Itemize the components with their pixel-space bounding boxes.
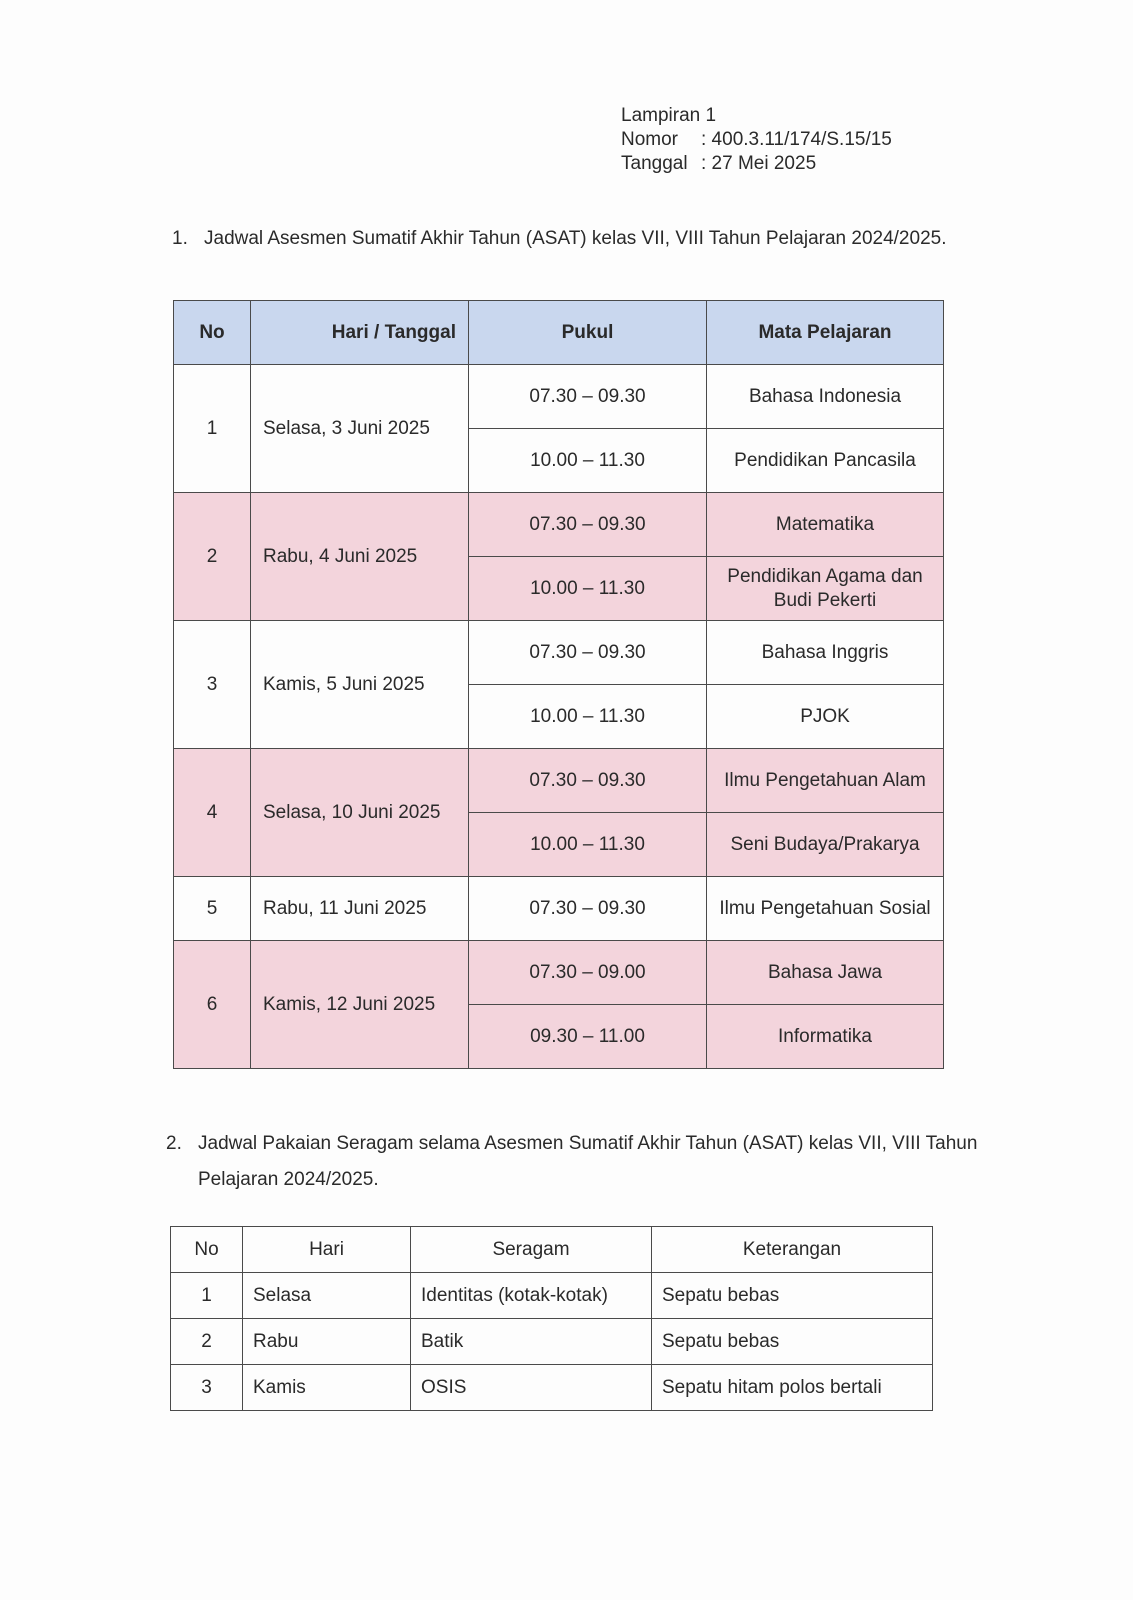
attachment-header (621, 104, 892, 176)
column-header-time: Pukul (469, 301, 707, 365)
cell-day: Selasa (243, 1273, 411, 1319)
cell-day-date: Kamis, 12 Juni 2025 (251, 941, 469, 1069)
section-text: Jadwal Pakaian Seragam selama Asesmen Sumatif Akhir Tahun (ASAT) kelas VII, VIII Tahun Pelajaran 2024/2025. (198, 1133, 978, 1190)
number-label: Nomor (621, 129, 679, 150)
column-header-uniform: Seragam (411, 1227, 652, 1273)
cell-subject: Ilmu Pengetahuan Alam (707, 749, 944, 813)
cell-subject: Pendidikan Agama dan Budi Pekerti (707, 557, 944, 621)
section-number: 1. (172, 228, 188, 249)
cell-no: 2 (174, 493, 251, 621)
cell-time: 07.30 – 09.30 (469, 493, 707, 557)
cell-no: 3 (171, 1365, 243, 1411)
cell-subject: Matematika (707, 493, 944, 557)
uniform-schedule-table (170, 1226, 933, 1411)
cell-no: 2 (171, 1319, 243, 1365)
section-text: Jadwal Asesmen Sumatif Akhir Tahun (ASAT) kelas VII, VIII Tahun Pelajaran 2024/2025. (204, 228, 947, 249)
cell-day-date: Kamis, 5 Juni 2025 (251, 621, 469, 749)
column-header-day-date: Hari / Tanggal (251, 301, 469, 365)
cell-notes: Sepatu bebas (652, 1319, 933, 1365)
column-header-notes: Keterangan (652, 1227, 933, 1273)
date-value: : 27 Mei 2025 (701, 153, 817, 174)
cell-subject: PJOK (707, 685, 944, 749)
cell-time: 07.30 – 09.30 (469, 749, 707, 813)
cell-time: 10.00 – 11.30 (469, 813, 707, 877)
cell-uniform: Batik (411, 1319, 652, 1365)
table-row (171, 1365, 933, 1411)
section-1-title (172, 226, 952, 251)
cell-time: 09.30 – 11.00 (469, 1005, 707, 1069)
cell-uniform: OSIS (411, 1365, 652, 1411)
table-row (174, 365, 944, 429)
column-header-day: Hari (243, 1227, 411, 1273)
cell-time: 10.00 – 11.30 (469, 429, 707, 493)
table-row (174, 493, 944, 557)
table-row (174, 749, 944, 813)
cell-time: 07.30 – 09.30 (469, 621, 707, 685)
cell-no: 1 (174, 365, 251, 493)
cell-day: Rabu (243, 1319, 411, 1365)
column-header-subject: Mata Pelajaran (707, 301, 944, 365)
table-header-row (171, 1227, 933, 1273)
cell-time: 07.30 – 09.30 (469, 877, 707, 941)
cell-day: Kamis (243, 1365, 411, 1411)
attachment-label: Lampiran 1 (621, 105, 717, 126)
table-row (174, 877, 944, 941)
cell-subject: Bahasa Indonesia (707, 365, 944, 429)
exam-schedule-table (173, 300, 944, 1069)
number-value: : 400.3.11/174/S.15/15 (701, 129, 892, 150)
table-header-row (174, 301, 944, 365)
cell-subject: Pendidikan Pancasila (707, 429, 944, 493)
cell-no: 5 (174, 877, 251, 941)
cell-no: 6 (174, 941, 251, 1069)
cell-time: 10.00 – 11.30 (469, 557, 707, 621)
cell-day-date: Rabu, 11 Juni 2025 (251, 877, 469, 941)
date-label: Tanggal (621, 153, 688, 174)
cell-uniform: Identitas (kotak-kotak) (411, 1273, 652, 1319)
cell-no: 4 (174, 749, 251, 877)
cell-no: 3 (174, 621, 251, 749)
cell-notes: Sepatu bebas (652, 1273, 933, 1319)
cell-subject: Bahasa Inggris (707, 621, 944, 685)
cell-subject: Informatika (707, 1005, 944, 1069)
column-header-no: No (171, 1227, 243, 1273)
section-2-title (166, 1126, 986, 1198)
cell-time: 07.30 – 09.30 (469, 365, 707, 429)
table-row (171, 1319, 933, 1365)
column-header-no: No (174, 301, 251, 365)
cell-day-date: Rabu, 4 Juni 2025 (251, 493, 469, 621)
cell-no: 1 (171, 1273, 243, 1319)
cell-subject: Ilmu Pengetahuan Sosial (707, 877, 944, 941)
cell-day-date: Selasa, 10 Juni 2025 (251, 749, 469, 877)
table-row (174, 621, 944, 685)
cell-notes: Sepatu hitam polos bertali (652, 1365, 933, 1411)
cell-day-date: Selasa, 3 Juni 2025 (251, 365, 469, 493)
section-number: 2. (166, 1133, 182, 1154)
cell-time: 07.30 – 09.00 (469, 941, 707, 1005)
table-row (174, 941, 944, 1005)
cell-subject: Bahasa Jawa (707, 941, 944, 1005)
cell-subject: Seni Budaya/Prakarya (707, 813, 944, 877)
table-row (171, 1273, 933, 1319)
cell-time: 10.00 – 11.30 (469, 685, 707, 749)
